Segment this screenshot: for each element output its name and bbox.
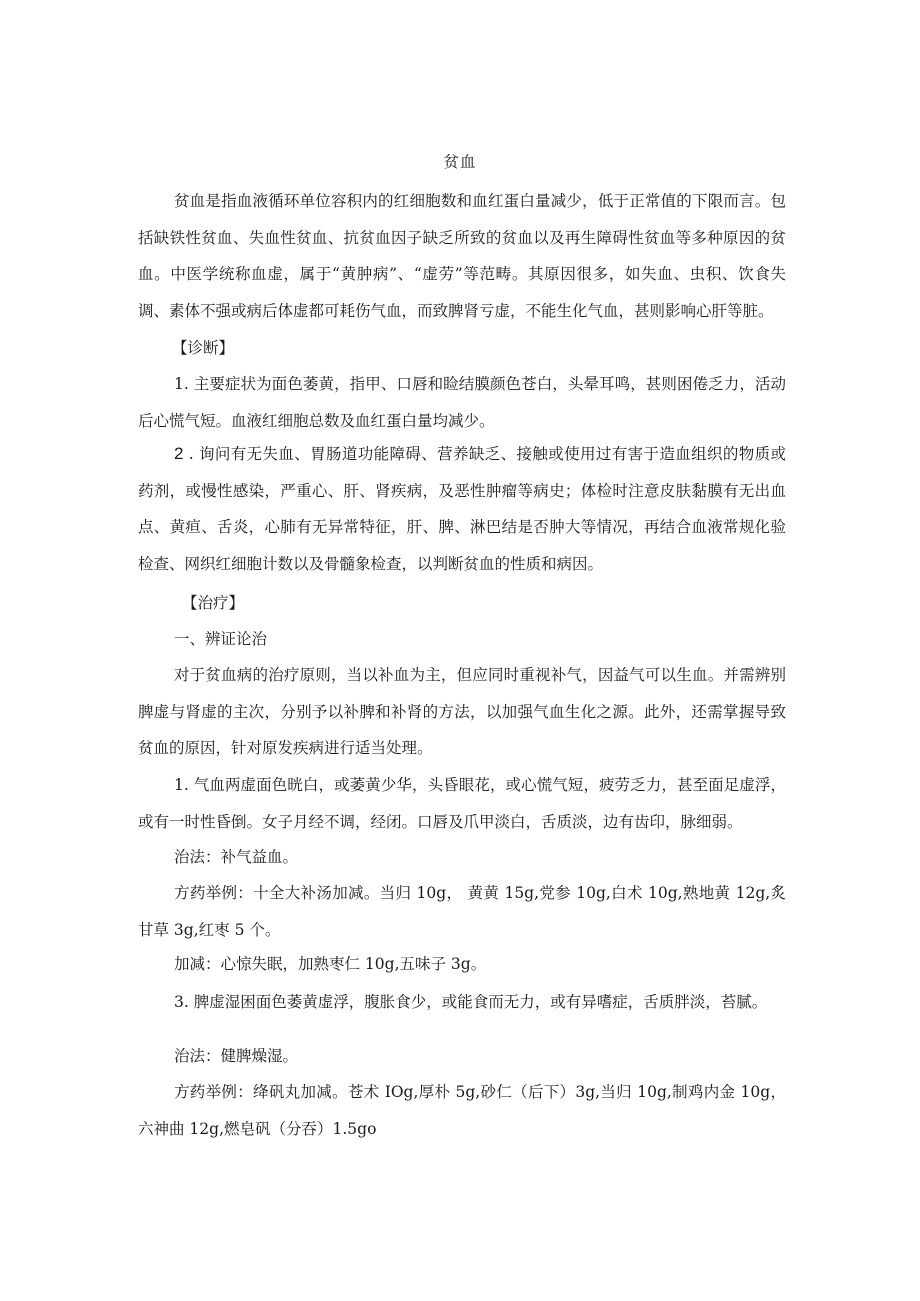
diagnosis-item-2-text: . 询问有无失血、胃肠道功能障碍、营养缺乏、接触或使用过有害于造血组织的物质或药剂，或慢性感染，严重心、肝、肾疾病，及恶性肿瘤等病史；体检时注意皮肤黏膜有无出血点、黄疸、舌炎，心肺有无异常特征，肝、脾、淋巴结是否肿大等情况，再结合血液常规化验检查、网织红细胞计数以及骨髓象检查，以判断贫血的性质和病因。	[138, 445, 786, 573]
diagnosis-item-1: 1. 主要症状为面色萎黄，指甲、口唇和睑结膜颜色苍白，头晕耳鸣，甚则困倦乏力，活动后心慌气短。血液红细胞总数及血红蛋白量均减少。	[138, 375, 786, 430]
section-heading-1: 一、辨证论治	[174, 630, 268, 648]
syndrome-type-1-formula: 方药举例：十全大补汤加减。当归 10g， 黄黄 15g,党参 10g,白术 10g,熟地黄 12g,炙甘草 3g,红枣 5 个。	[138, 884, 786, 939]
syndrome-type-3: 3. 脾虚湿困面色萎黄虚浮，腹胀食少，或能食而无力，或有异嗜症，舌质胖淡，苔腻。	[174, 993, 768, 1011]
syndrome-type-3-formula: 方药举例：绛矾丸加减。苍术 IOg,厚朴 5g,砂仁（后下）3g,当归 10g,制鸡内金 10g， 六神曲 12g,燃皂矾（分吞）1.5go	[138, 1083, 786, 1138]
treatment-principle: 对于贫血病的治疗原则，当以补血为主，但应同时重视补气，因益气可以生血。并需辨别脾虚与肾虚的主次，分别予以补脾和补肾的方法，以加强气血生化之源。此外，还需掌握导致贫血的原因，针对原发疾病进行适当处理。	[138, 666, 786, 757]
page-title: 贫血	[443, 153, 477, 171]
syndrome-type-1-modification: 加减：心惊失眠，加熟枣仁 10g,五味子 3g。	[174, 955, 487, 973]
syndrome-type-1-method: 治法：补气益血。	[174, 848, 299, 866]
diagnosis-item-2-number: 2	[174, 444, 184, 463]
syndrome-type-1: 1. 气血两虚面色晄白，或萎黄少华，头昏眼花，或心慌气短，疲劳乏力，甚至面足虚浮，或有一时性昏倒。女子月经不调，经闭。口唇及爪甲淡白，舌质淡，边有齿印，脉细弱。	[138, 776, 786, 831]
diagnosis-heading: 【诊断】	[172, 339, 235, 357]
syndrome-type-3-method: 治法：健脾燥湿。	[174, 1047, 299, 1065]
treatment-heading: 【治疗】	[182, 594, 245, 612]
diagnosis-item-2	[138, 436, 786, 582]
intro-paragraph: 贫血是指血液循环单位容积内的红细胞数和血红蛋白量减少，低于正常值的下限而言。包括缺铁性贫血、失血性贫血、抗贫血因子缺乏所致的贫血以及再生障碍性贫血等多种原因的贫血。中医学统称血虚，属于“黄肿病”、“虚劳”等范畴。其原因很多，如失血、虫积、饮食失调、素体不强或病后体虚都可耗伤气血，而致脾肾亏虚，不能生化气血，甚则影响心肝等脏。	[138, 192, 786, 320]
